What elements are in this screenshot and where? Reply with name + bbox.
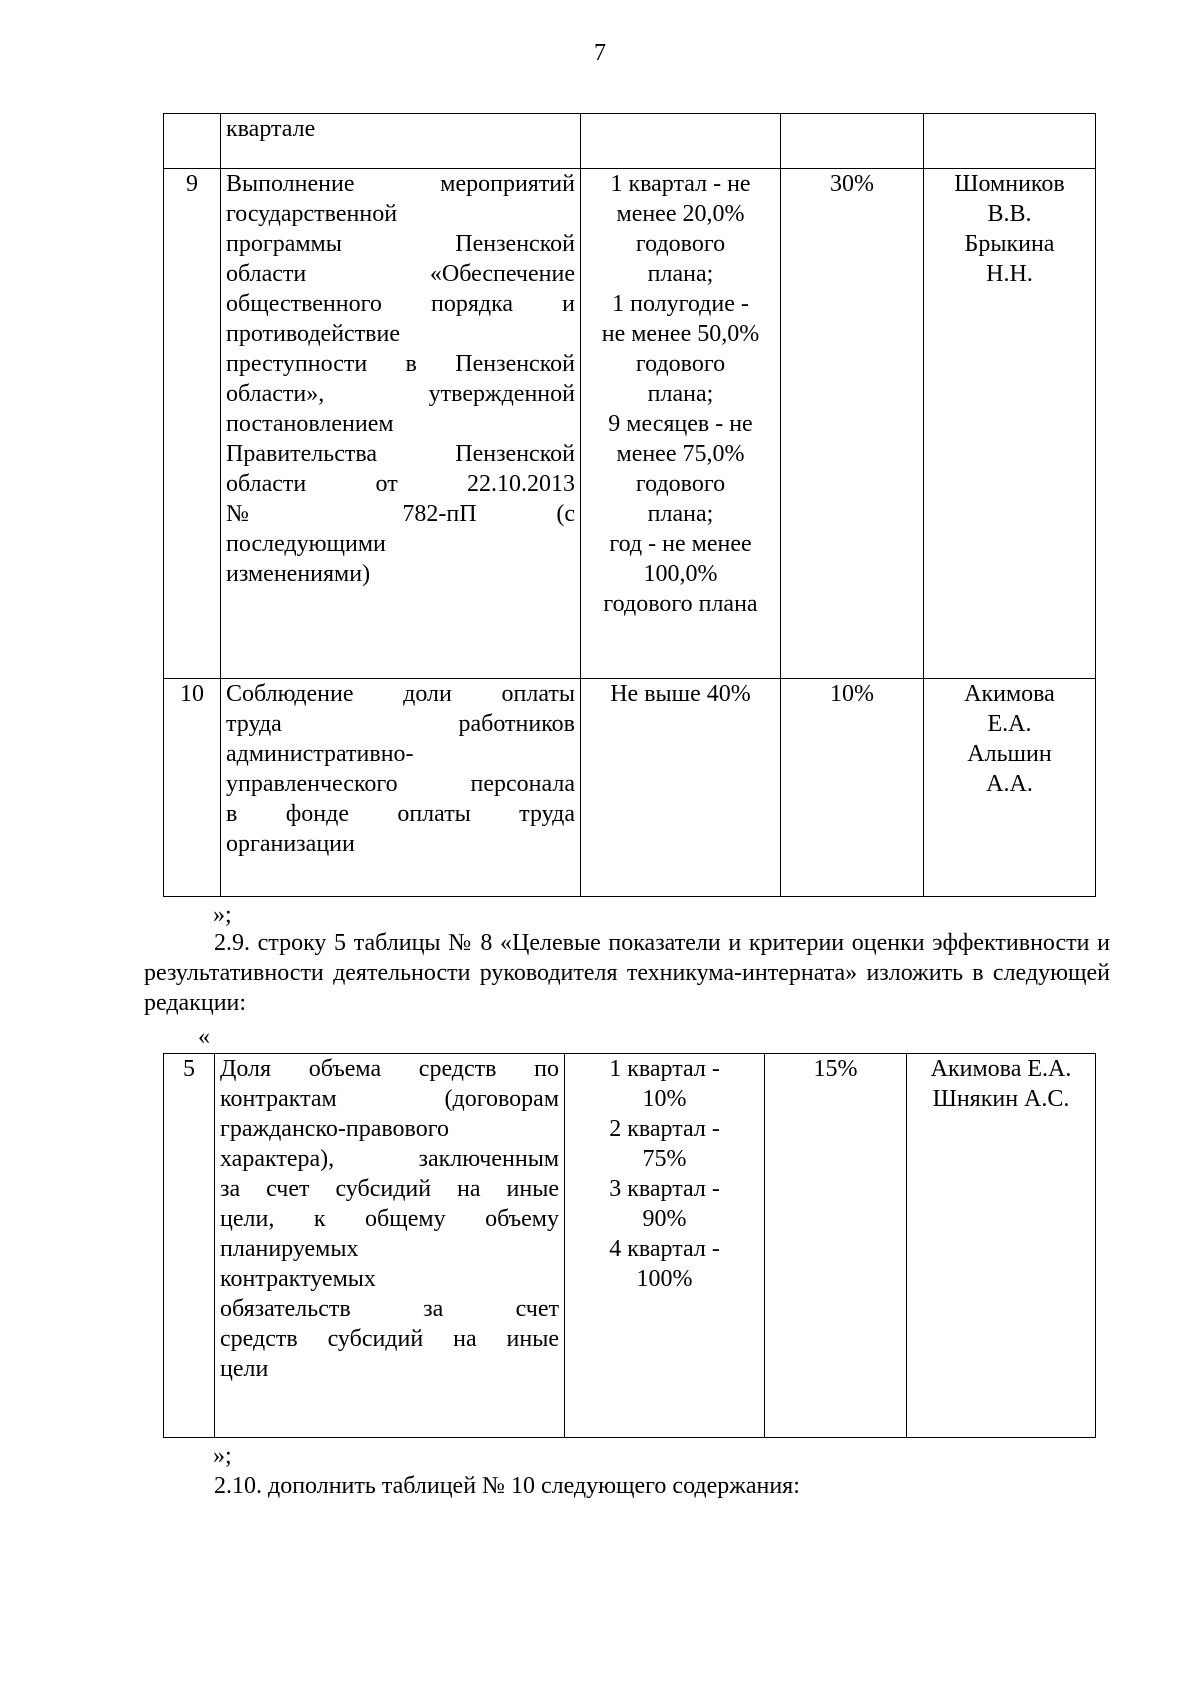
text-line: Соблюдение доли оплаты bbox=[226, 681, 575, 707]
term-line: менее 75,0% bbox=[616, 441, 745, 467]
text-line: Выполнение мероприятий bbox=[226, 171, 575, 197]
text-line: цели, к общему объему bbox=[220, 1206, 559, 1232]
responsible-cell bbox=[924, 114, 1096, 169]
row-number: 9 bbox=[164, 169, 221, 679]
responsible-line: Е.А. bbox=[987, 711, 1032, 737]
row-number bbox=[164, 114, 221, 169]
indicator-text bbox=[221, 114, 581, 169]
table-row bbox=[164, 114, 1096, 169]
text-line: административно- bbox=[226, 741, 414, 767]
text-line: области от 22.10.2013 bbox=[226, 471, 575, 497]
deadline-cell bbox=[565, 1054, 765, 1438]
term-line: 3 квартал - bbox=[609, 1176, 720, 1202]
text-line: контрактам (договорам bbox=[220, 1086, 559, 1112]
criteria-table bbox=[163, 113, 1096, 897]
text-line: области «Обеспечение bbox=[226, 261, 575, 287]
term-line: год - не менее bbox=[609, 531, 752, 557]
responsible-line: Альшин bbox=[967, 741, 1052, 767]
text-line: последующими bbox=[226, 531, 386, 557]
term-line: 2 квартал - bbox=[609, 1116, 720, 1142]
term-line: 1 квартал - bbox=[609, 1056, 720, 1082]
weight-cell: 30% bbox=[781, 169, 924, 679]
indicator-text bbox=[221, 679, 581, 897]
term-line: не менее 50,0% bbox=[601, 321, 760, 347]
text-line: программы Пензенской bbox=[226, 231, 575, 257]
text-line: в фонде оплаты труда bbox=[226, 801, 575, 827]
text-line: области», утвержденной bbox=[226, 381, 575, 407]
text-line: Доля объема средств по bbox=[220, 1056, 559, 1082]
text-line: гражданско-правового bbox=[220, 1116, 449, 1142]
text-line: планируемых bbox=[220, 1236, 359, 1262]
term-line: 75% bbox=[642, 1146, 687, 1172]
responsible-line: Брыкина bbox=[964, 231, 1055, 257]
text-line: изменениями) bbox=[226, 561, 371, 587]
responsible-line: Шомников bbox=[954, 171, 1065, 197]
responsible-line: В.В. bbox=[987, 201, 1032, 227]
table-row bbox=[164, 1054, 1096, 1438]
term-line: годового bbox=[635, 231, 726, 257]
deadline-cell bbox=[581, 169, 781, 679]
text-line: характера), заключенным bbox=[220, 1146, 559, 1172]
page-number: 7 bbox=[594, 40, 606, 66]
deadline-cell bbox=[581, 114, 781, 169]
term-line: 10% bbox=[642, 1086, 687, 1112]
criteria-table-row-5 bbox=[163, 1053, 1096, 1438]
weight-cell: 10% bbox=[781, 679, 924, 897]
term-line: плана; bbox=[647, 501, 714, 527]
term-line: 9 месяцев - не bbox=[608, 411, 753, 437]
term-line: годового bbox=[635, 471, 726, 497]
term-line: годового плана bbox=[603, 591, 758, 617]
weight-cell: 15% bbox=[765, 1054, 907, 1438]
text-line: кварталe bbox=[226, 116, 316, 142]
responsible-line: А.А. bbox=[986, 771, 1033, 797]
text-line: труда работников bbox=[226, 711, 575, 737]
responsible-cell bbox=[907, 1054, 1096, 1438]
term-line: 100% bbox=[636, 1266, 693, 1292]
text-line: общественного порядка и bbox=[226, 291, 575, 317]
text-line: организации bbox=[226, 831, 355, 857]
responsible-line: Шнякин А.С. bbox=[932, 1086, 1070, 1112]
row-number: 10 bbox=[164, 679, 221, 897]
term-line: 1 полугодие - bbox=[612, 291, 749, 317]
responsible-cell bbox=[924, 169, 1096, 679]
term-line: 90% bbox=[642, 1206, 687, 1232]
responsible-line: Акимова Е.А. bbox=[930, 1056, 1072, 1082]
table-row bbox=[164, 679, 1096, 897]
paragraph-2-9: 2.9. строку 5 таблицы № 8 «Целевые показатели и критерии оценки эффективности и результативности деятельности руководителя техникума-интерната» изложить в следующей редакции: bbox=[144, 930, 1110, 1016]
term-line: 4 квартал - bbox=[609, 1236, 720, 1262]
row-number: 5 bbox=[164, 1054, 215, 1438]
responsible-cell bbox=[924, 679, 1096, 897]
opening-quote: « bbox=[198, 1024, 210, 1050]
weight-cell bbox=[781, 114, 924, 169]
text-line: преступности в Пензенской bbox=[226, 351, 575, 377]
text-line: государственной bbox=[226, 201, 398, 227]
paragraph-2-10: 2.10. дополнить таблицей № 10 следующего содержания: bbox=[214, 1473, 800, 1499]
table-row bbox=[164, 169, 1096, 679]
term-line: годового bbox=[635, 351, 726, 377]
deadline-cell bbox=[581, 679, 781, 897]
text-line: средств субсидий на иные bbox=[220, 1326, 559, 1352]
text-line: управленческого персонала bbox=[226, 771, 575, 797]
text-line: обязательств за счет bbox=[220, 1296, 559, 1322]
text-line: № 782-пП (с bbox=[226, 501, 575, 527]
indicator-text bbox=[215, 1054, 565, 1438]
term-line: 1 квартал - не bbox=[610, 171, 751, 197]
text-line: постановлением bbox=[226, 411, 394, 437]
text-line: контрактуемых bbox=[220, 1266, 376, 1292]
text-line: цели bbox=[220, 1356, 269, 1382]
text-line: противодействие bbox=[226, 321, 401, 347]
text-line: Правительства Пензенской bbox=[226, 441, 575, 467]
text-line: за счет субсидий на иные bbox=[220, 1176, 559, 1202]
term-line: менее 20,0% bbox=[616, 201, 745, 227]
term-line: плана; bbox=[647, 381, 714, 407]
responsible-line: Н.Н. bbox=[986, 261, 1033, 287]
term-line: Не выше 40% bbox=[610, 681, 751, 707]
indicator-text bbox=[221, 169, 581, 679]
responsible-line: Акимова bbox=[964, 681, 1055, 707]
term-line: плана; bbox=[647, 261, 714, 287]
closing-quote: »; bbox=[213, 1443, 232, 1469]
closing-quote: »; bbox=[213, 902, 232, 928]
term-line: 100,0% bbox=[643, 561, 718, 587]
